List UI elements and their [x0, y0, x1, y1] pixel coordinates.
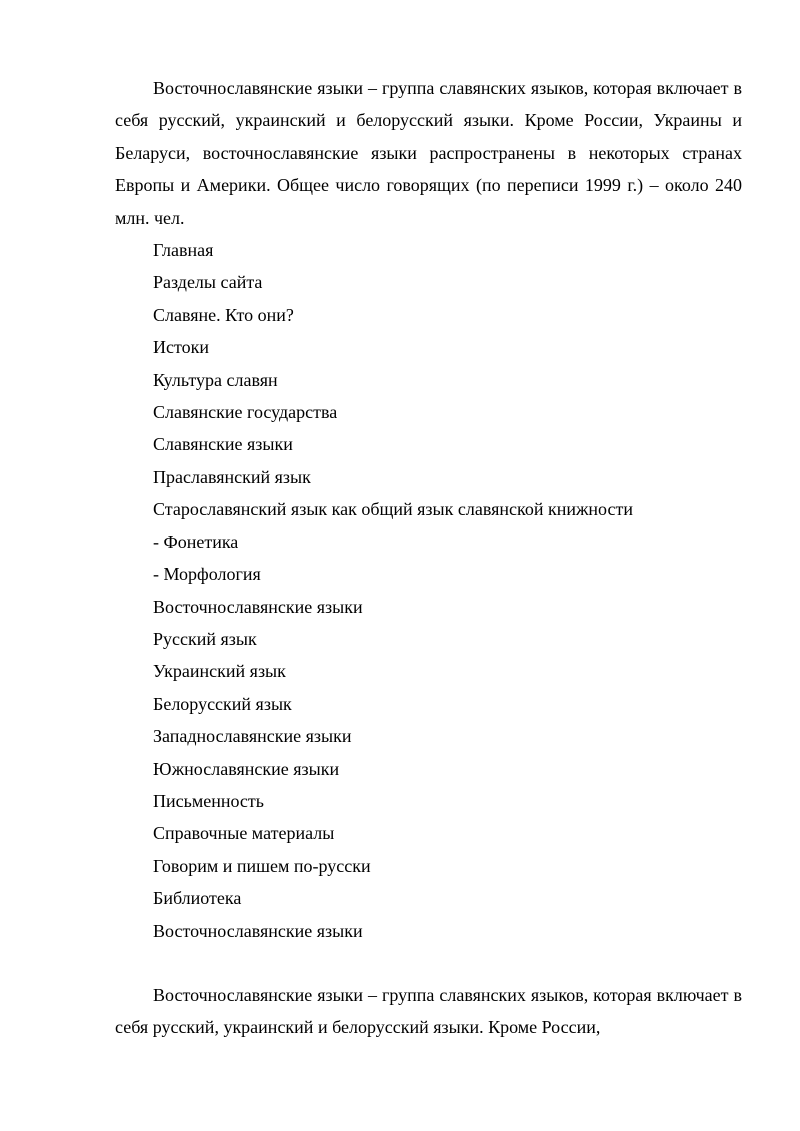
nav-item-east-slavic[interactable]: Восточнославянские языки: [153, 596, 363, 617]
nav-item-writing[interactable]: Письменность: [153, 790, 264, 811]
nav-item-proto-slavic[interactable]: Праславянский язык: [153, 466, 311, 487]
nav-item-russian[interactable]: Русский язык: [153, 628, 257, 649]
nav-item-belarusian[interactable]: Белорусский язык: [153, 693, 292, 714]
nav-item-reference[interactable]: Справочные материалы: [153, 823, 335, 844]
nav-item-south-slavic[interactable]: Южнославянские языки: [153, 758, 340, 779]
nav-item-phonetics[interactable]: - Фонетика: [153, 531, 239, 552]
nav-item-slavic-languages[interactable]: Славянские языки: [153, 434, 293, 455]
nav-item-slavs-who[interactable]: Славяне. Кто они?: [153, 304, 294, 325]
nav-item-ukrainian[interactable]: Украинский язык: [153, 661, 286, 682]
nav-item-origins[interactable]: Истоки: [153, 337, 209, 358]
nav-item-library[interactable]: Библиотека: [153, 888, 242, 909]
repeat-paragraph: Восточнославянские языки – группа славянских языков, которая включает в себя русский, украинский и белорусский языки. Кроме России,: [115, 984, 742, 1038]
nav-item-slavic-culture[interactable]: Культура славян: [153, 369, 278, 390]
nav-item-site-sections[interactable]: Разделы сайта: [153, 272, 263, 293]
nav-item-morphology[interactable]: - Морфология: [153, 564, 261, 585]
nav-item-slavic-states[interactable]: Славянские государства: [153, 402, 338, 423]
intro-paragraph: Восточнославянские языки – группа славянских языков, которая включает в себя русский, украинский и белорусский языки. Кроме России, Украины и Беларуси, восточнославянские языки распространены в некоторых странах Европы и Америки. Общее число говорящих (по переписи 1999 г.) – около 240 млн. чел.: [115, 78, 742, 228]
document-body: [115, 72, 742, 1044]
nav-item-old-church-slavonic[interactable]: Старославянский язык как общий язык славянской книжности: [153, 499, 633, 520]
site-navigation-list: [115, 234, 742, 947]
nav-item-west-slavic[interactable]: Западнославянские языки: [153, 726, 352, 747]
nav-item-home[interactable]: Главная: [153, 240, 214, 261]
nav-item-speak-write-russian[interactable]: Говорим и пишем по-русски: [153, 855, 371, 876]
nav-item-east-slavic-current[interactable]: Восточнославянские языки: [153, 920, 363, 941]
